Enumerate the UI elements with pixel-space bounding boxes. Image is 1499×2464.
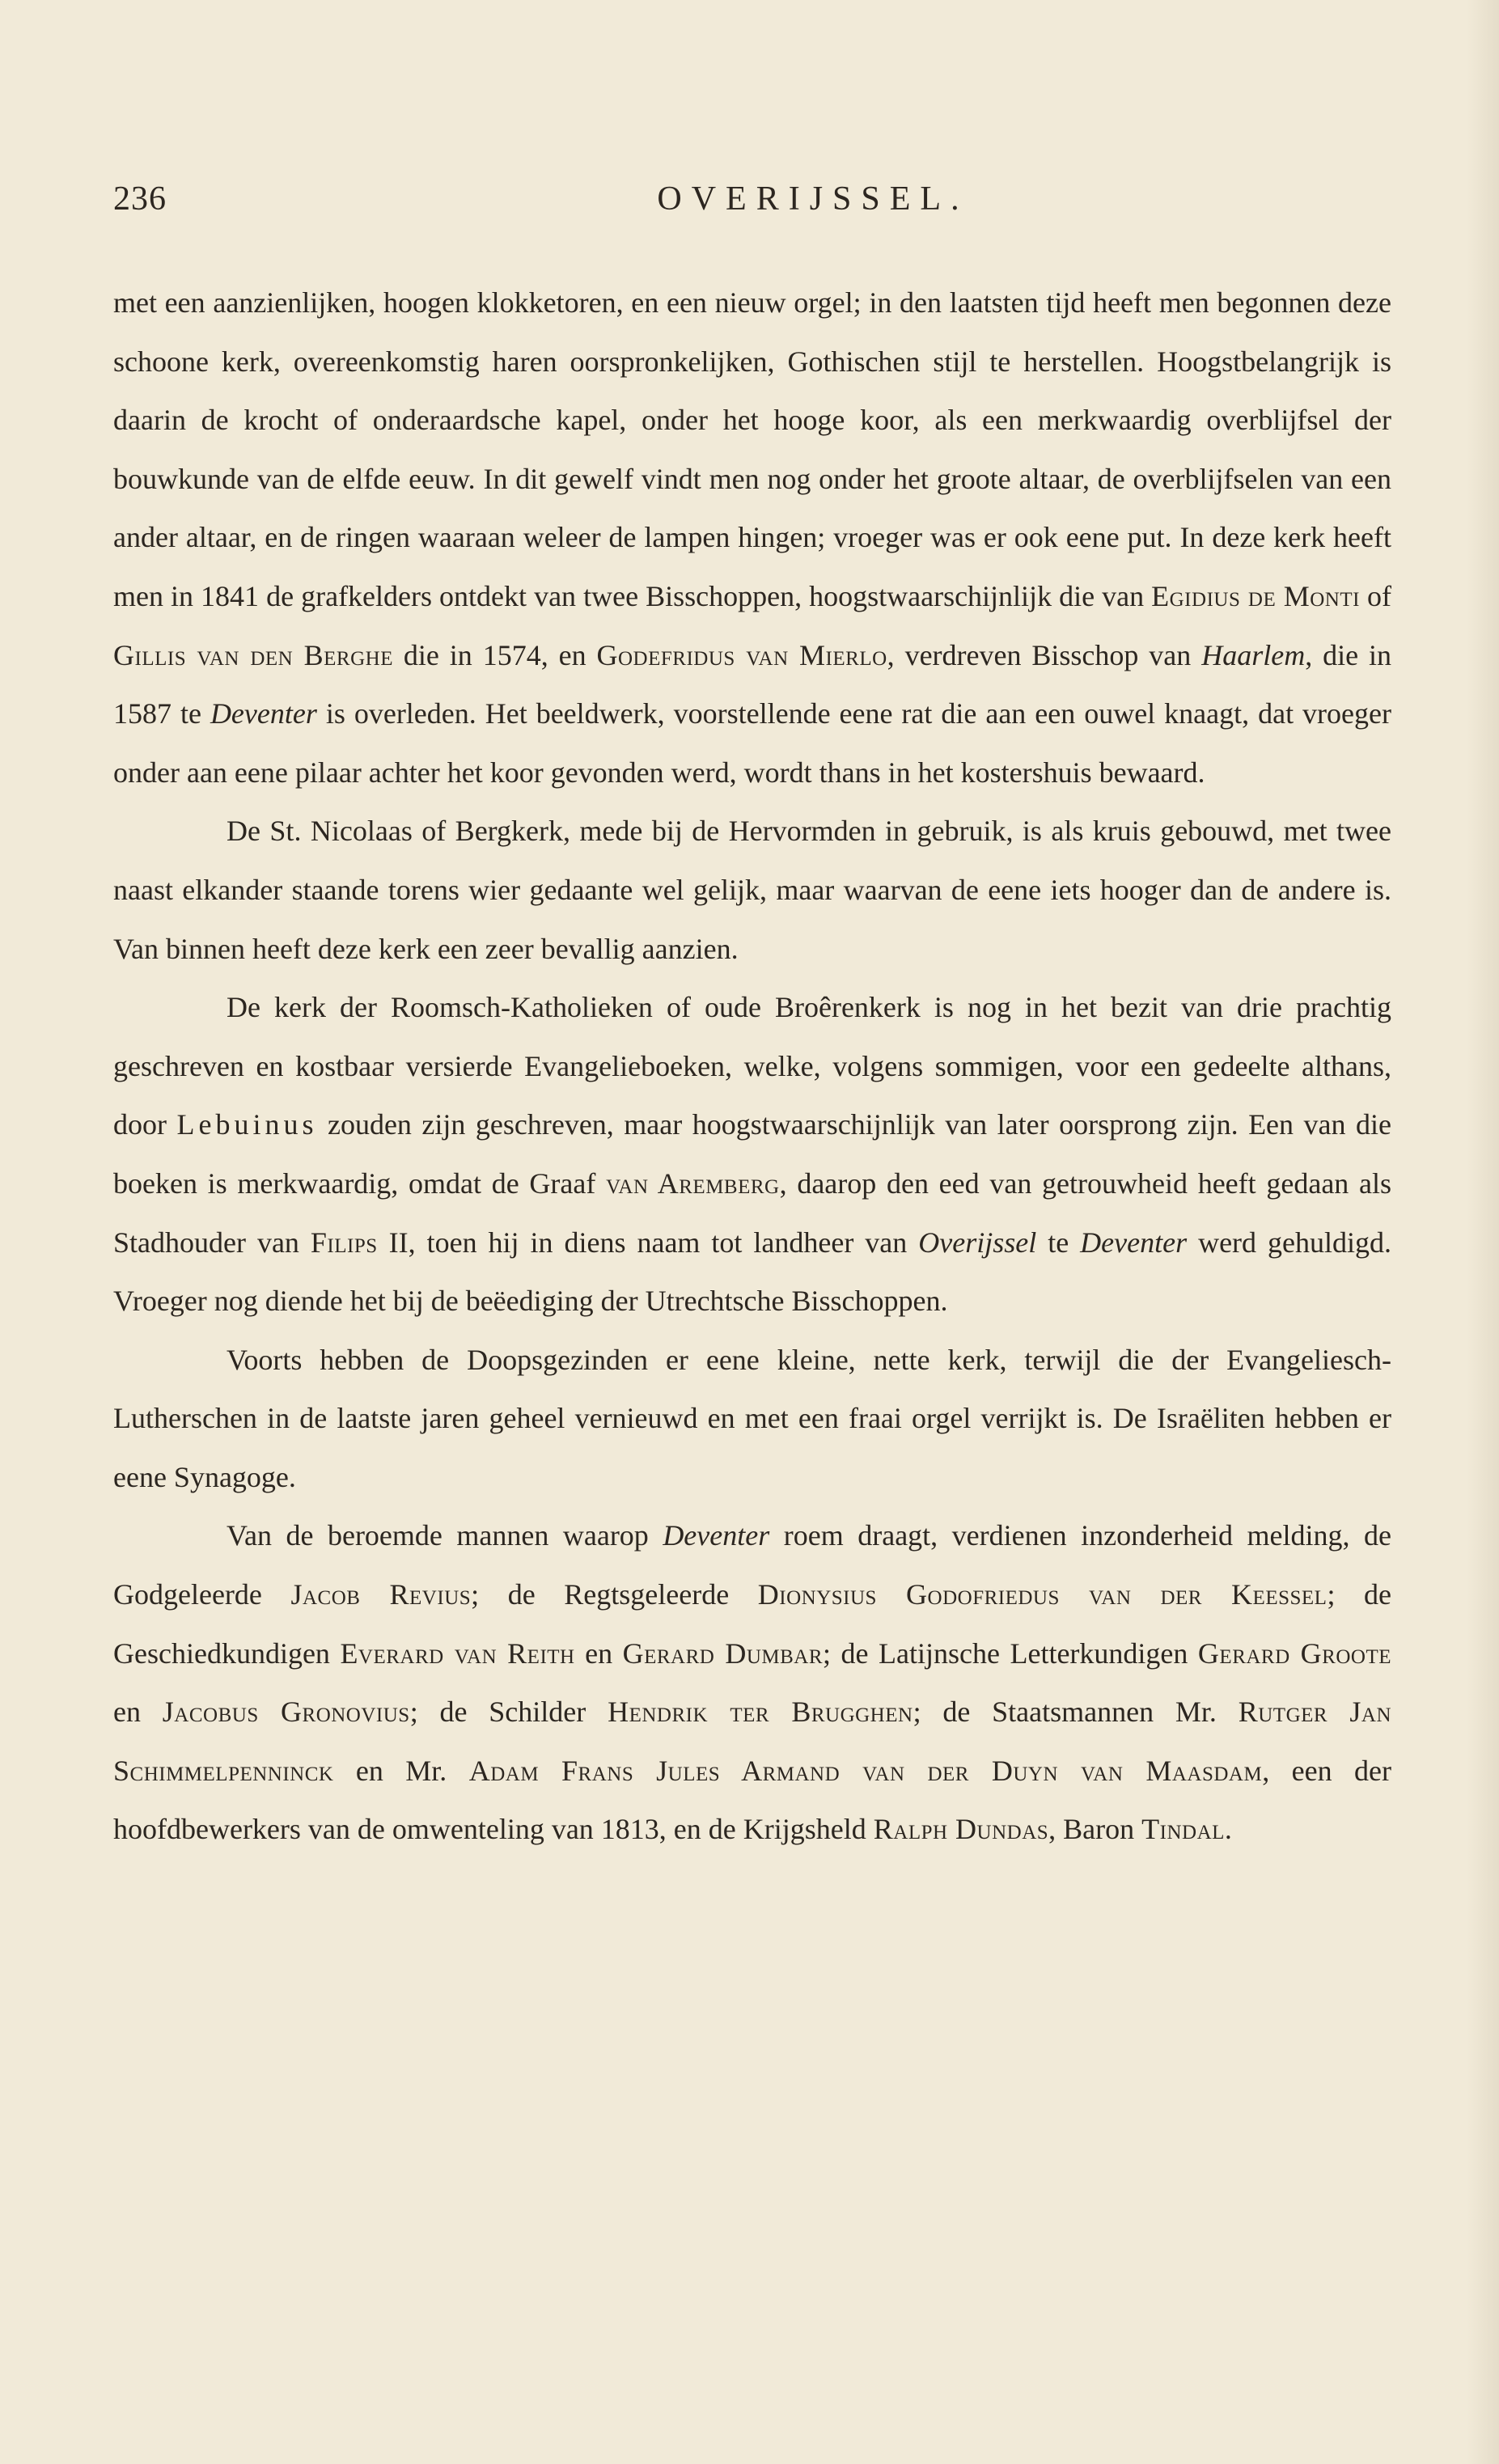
- text-run: ; de Staatsmannen Mr.: [913, 1696, 1239, 1729]
- text-run: , daarop den eed van getrouwheid heeft gedaan als Stadhouder van: [113, 1166, 1392, 1259]
- proper-name: Gerard Groote: [1197, 1636, 1391, 1670]
- proper-name: Tindal: [1141, 1813, 1225, 1846]
- text-run: met een aanzienlijken, hoogen klokketoren, en een nieuw orgel; in den laatsten tijd heeft men begonnen deze schoone kerk, overeenkomstig haren oorspronkelijken, Gothischen stijl te herstellen. Hoogstbelangrijk is daarin de krocht of onderaardsche kapel, onder het hooge koor, als een merkwaardig overblijfsel der bouwkunde van de elfde eeuw. In dit gewelf vindt men nog onder het groote altaar, de overblijfselen van een ander altaar, en de ringen waaraan weleer de lampen hingen; vroeger was er ook eene put. In deze kerk heeft men in 1841 de grafkelders ontdekt van twee Bisschoppen, hoogstwaarschijnlijk die van: [113, 286, 1391, 612]
- text-run: of: [1359, 579, 1391, 612]
- proper-name: Filips: [310, 1226, 378, 1259]
- text-run: roem draagt, verdienen inzonderheid melding, de Godgeleerde: [113, 1519, 1391, 1611]
- text-run: , die in 1587 te: [113, 638, 1392, 730]
- proper-name: Rutger Jan Schimmelpenninck: [113, 1696, 1391, 1787]
- proper-name: Egidius de Monti: [1151, 579, 1360, 612]
- proper-name: Ralph Dundas: [873, 1813, 1049, 1846]
- text-run: Voorts hebben de Doopsgezinden er eene kleine, nette kerk, terwijl die der Evangeliesch-Lutherschen in de laatste jaren geheel vernieuwd en met een fraai orgel verrijkt is. De Israëliten hebben er eene Synagoge.: [113, 1343, 1391, 1493]
- italic-text: Deventer: [210, 697, 317, 730]
- proper-name: Gerard Dumbar: [622, 1636, 824, 1670]
- proper-name: Hendrik ter Brugghen: [608, 1696, 913, 1729]
- spaced-name: Lebuinus: [176, 1108, 318, 1141]
- text-run: ; de Regtsgeleerde: [471, 1578, 758, 1611]
- text-run: werd gehuldigd. Vroeger nog diende het bij de beëediging der Utrechtsche Bisschoppen.: [113, 1226, 1391, 1318]
- proper-name: van Aremberg: [606, 1166, 780, 1200]
- text-run: zouden zijn geschreven, maar hoogstwaarschijnlijk van later oorsprong zijn. Een van die boeken is merkwaardig, omdat de Graaf: [113, 1108, 1391, 1200]
- text-run: , een der hoofdbewerkers van de omwenteling van 1813, en de Krijgsheld: [113, 1754, 1391, 1846]
- paragraph: [113, 273, 1391, 802]
- text-run: te: [1036, 1226, 1081, 1259]
- text-run: II, toen hij in diens naam tot landheer van: [377, 1226, 919, 1259]
- text-run: en: [574, 1636, 623, 1670]
- paragraph: [113, 1331, 1391, 1507]
- proper-name: Everard van Reith: [340, 1636, 575, 1670]
- paragraph: [113, 802, 1391, 978]
- text-run: , Baron: [1048, 1813, 1142, 1846]
- italic-text: Deventer: [663, 1519, 770, 1552]
- text-run: ; de Schilder: [409, 1696, 608, 1729]
- text-run: De kerk der Roomsch-Katholieken of oude Broêrenkerk is nog in het bezit van drie prachtig geschreven en kostbaar versierde Evangelieboeken, welke, volgens sommigen, voor een gedeelte althans, door: [113, 991, 1391, 1141]
- paragraph: [113, 1506, 1391, 1859]
- text-run: die in 1574, en: [392, 638, 597, 671]
- paragraph: [113, 978, 1391, 1331]
- page-header: [113, 180, 1391, 228]
- proper-name: Jacobus Gronovius: [162, 1696, 410, 1729]
- proper-name: Dionysius Godofriedus van der Keessel: [757, 1578, 1328, 1611]
- italic-text: Overijssel: [918, 1226, 1037, 1259]
- running-head: OVERIJSSEL.: [657, 180, 969, 218]
- text-run: is overleden. Het beeldwerk, voorstellende eene rat die aan een ouwel knaagt, dat vroeger onder aan eene pilaar achter het koor gevonden werd, wordt thans in het kostershuis bewaard.: [113, 697, 1391, 789]
- text-run: De St. Nicolaas of Bergkerk, mede bij de Hervormden in gebruik, is als kruis gebouwd, met twee naast elkander staande torens wier gedaante wel gelijk, maar waarvan de eene iets hooger dan de andere is. Van binnen heeft deze kerk een zeer bevallig aanzien.: [113, 815, 1391, 965]
- page-number: 236: [113, 180, 167, 218]
- italic-text: Deventer: [1080, 1226, 1188, 1259]
- text-run: ; de Geschiedkundigen: [113, 1578, 1391, 1670]
- text-run: en: [113, 1696, 163, 1729]
- text-run: en Mr.: [333, 1754, 469, 1787]
- page-edge-shadow: [1467, 0, 1499, 2464]
- proper-name: Godefridus van Mierlo: [596, 638, 887, 671]
- text-run: Van de beroemde mannen waarop: [227, 1519, 663, 1552]
- proper-name: Gillis van den Berghe: [113, 638, 393, 671]
- proper-name: Jacob Revius: [290, 1578, 472, 1611]
- text-run: , verdreven Bisschop van: [887, 638, 1202, 671]
- body-text: [113, 273, 1391, 1859]
- text-run: ; de Latijnsche Letterkundigen: [823, 1636, 1198, 1670]
- italic-text: Haarlem: [1201, 638, 1306, 671]
- proper-name: Adam Frans Jules Armand van der Duyn van Maasdam: [468, 1754, 1263, 1787]
- text-run: .: [1224, 1813, 1232, 1846]
